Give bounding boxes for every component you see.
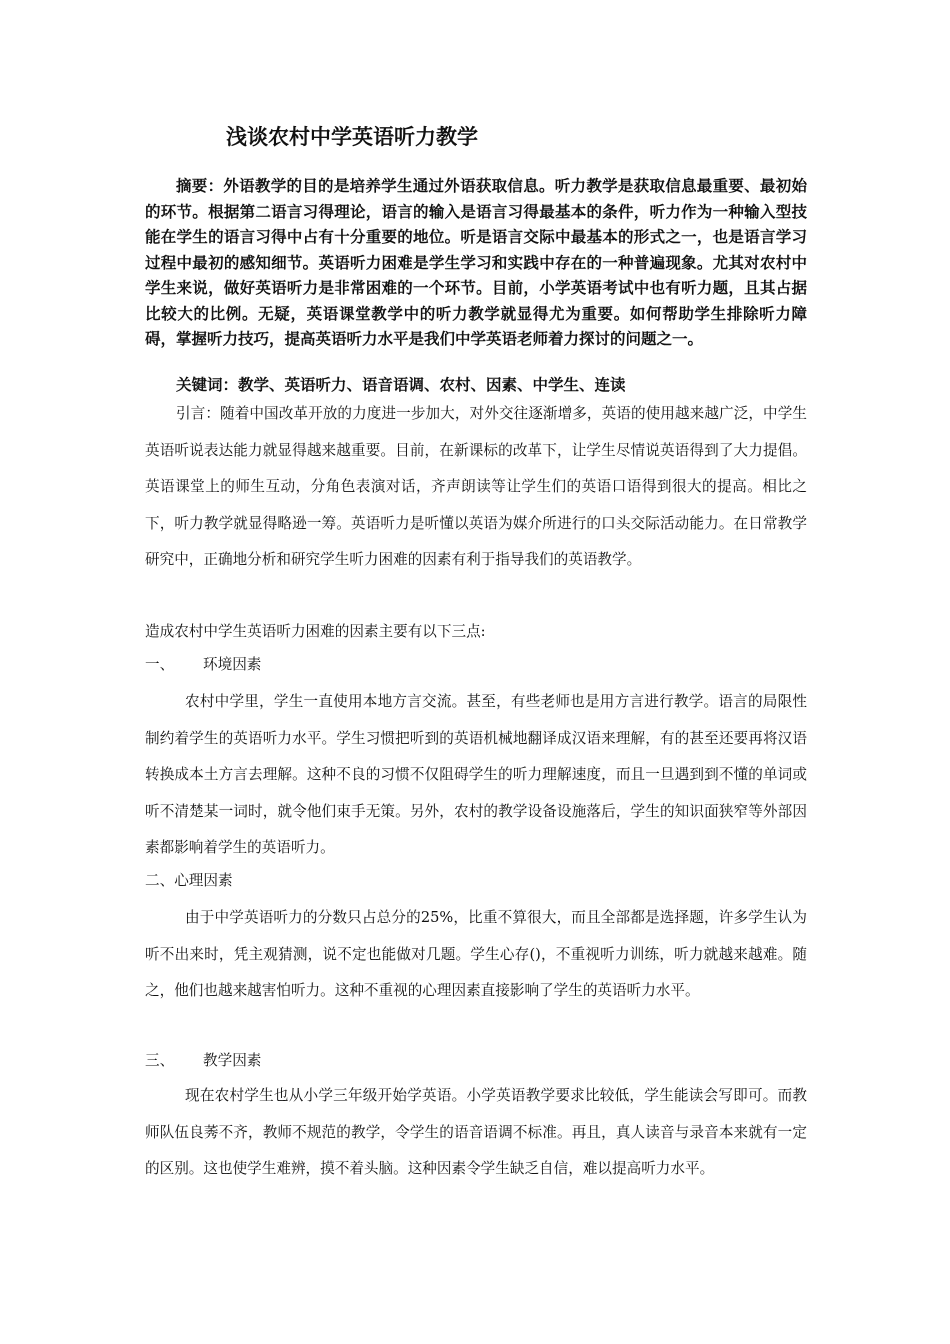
section2-heading: 二、心理因素 [145,872,233,889]
section3-number: 三、 [145,1052,175,1069]
section1-title: 环境因素 [203,656,262,673]
keywords-line: 关键词：教学、英语听力、语音语调、农村、因素、中学生、连读 [176,376,626,394]
section3-heading [145,1046,261,1076]
abstract-paragraph: 摘要：外语教学的目的是培养学生通过外语获取信息。听力教学是获取信息最重要、最初始的环节。根据第二语言习得理论，语言的输入是语言习得最基本的条件，听力作为一种输入型技能在学生的语言习得中占有十分重要的地位。听是语言交际中最基本的形式之一，也是语言学习过程中最初的感知细节。英语听力困难是学生学习和实践中存在的一种普遍现象。尤其对农村中学生来说，做好英语听力是非常困难的一个环节。目前，小学英语考试中也有听力题，且其占据比较大的比例。无疑，英语课堂教学中的听力教学就显得尤为重要。如何帮助学生排除听力障碍，掌握听力技巧，提高英语听力水平是我们中学英语老师着力探讨的问题之一。 [145,177,807,348]
factors-intro-line: 造成农村中学生英语听力困难的因素主要有以下三点: [145,623,486,640]
section1-heading [145,650,261,680]
intro-paragraph: 引言：随着中国改革开放的力度进一步加大，对外交往逐渐增多，英语的使用越来越广泛，中学生英语听说表达能力就显得越来越重要。目前，在新课标的改革下，让学生尽情说英语得到了大力提倡。英语课堂上的师生互动，分角色表演对话，齐声朗读等让学生们的英语口语得到很大的提高。相比之下，听力教学就显得略逊一筹。英语听力是听懂以英语为媒介所进行的口头交际活动能力。在日常教学研究中，正确地分析和研究学生听力困难的因素有利于指导我们的英语教学。 [145,405,807,568]
section3-title: 教学因素 [203,1052,262,1069]
section1-body: 农村中学里，学生一直使用本地方言交流。甚至，有些老师也是用方言进行教学。语言的局限性制约着学生的英语听力水平。学生习惯把听到的英语机械地翻译成汉语来理解，有的甚至还要再将汉语转换成本土方言去理解。这种不良的习惯不仅阻碍学生的听力理解速度，而且一旦遇到到不懂的单词或听不清楚某一词时，就令他们束手无策。另外，农村的教学设备设施落后，学生的知识面狭窄等外部因素都影响着学生的英语听力。 [145,693,807,856]
section2-body: 由于中学英语听力的分数只占总分的25%，比重不算很大，而且全部都是选择题，许多学生认为听不出来时，凭主观猜测，说不定也能做对几题。学生心存()，不重视听力训练，听力就越来越难。随之，他们也越来越害怕听力。这种不重视的心理因素直接影响了学生的英语听力水平。 [145,909,807,999]
document-title: 浅谈农村中学英语听力教学 [226,125,478,149]
section1-number: 一、 [145,656,175,673]
section3-body: 现在农村学生也从小学三年级开始学英语。小学英语教学要求比较低，学生能读会写即可。而教师队伍良莠不齐，教师不规范的教学，令学生的语音语调不标准。再且，真人读音与录音本来就有一定的区别。这也使学生难辨，摸不着头脑。这种因素令学生缺乏自信，难以提高听力水平。 [145,1087,807,1177]
